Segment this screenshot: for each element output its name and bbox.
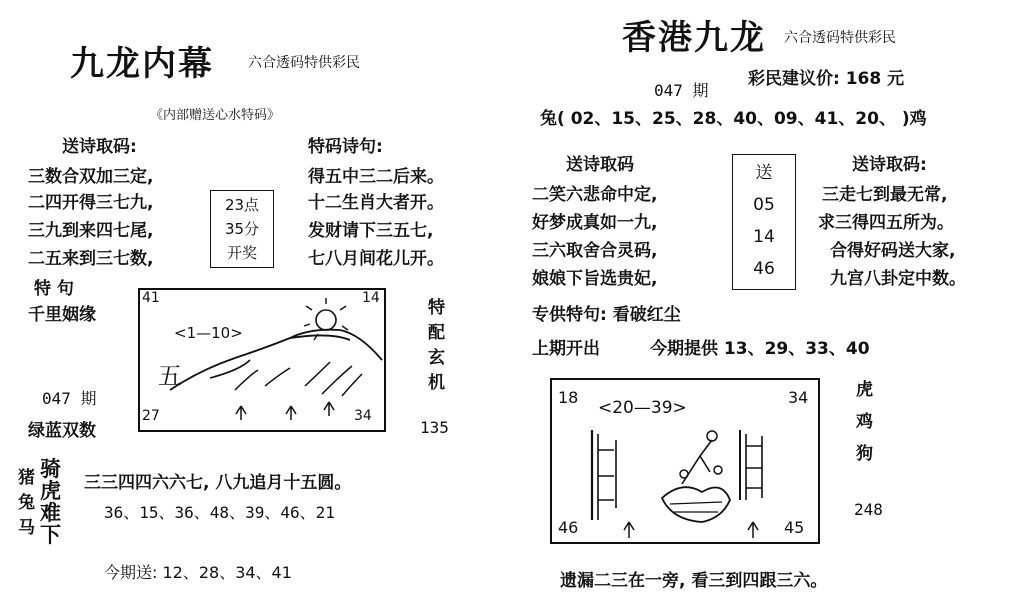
zodiac-char: 兔 [18,493,35,513]
right-bottom-line: 遗漏二三在一旁, 看三到四跟三六。 [560,571,828,591]
vert-char: 机 [428,373,445,393]
left-poem-b-line: 得五中三二后来。 [308,167,444,187]
right-issue: 047 期 [654,81,709,100]
send-number: 05 [753,195,775,215]
right-pic-range: <20—39> [598,398,687,418]
qi-char: 骑 [40,457,61,481]
right-poem-b-line: 合得好码送大家, [830,241,956,261]
right-title: 香港九龙 [622,18,766,58]
right-poem-b-line: 三走七到最无常, [822,185,948,205]
lan-lv: 绿蓝双数 [28,421,96,441]
send-number: 46 [753,259,775,279]
left-pic-corner-tr: 14 [362,290,380,306]
right-pic-corner-tl: 18 [558,388,579,407]
right-side-number: 248 [854,500,883,519]
left-poem-b-line: 七八月间花儿开。 [308,249,444,269]
vert-char: 配 [428,323,445,343]
left-pic-corner-tl: 41 [142,290,160,306]
right-poem-a-line: 三六取舍合灵码, [532,241,658,261]
right-zodiac-col [856,374,873,470]
right-poem-a-heading: 送诗取码 [566,155,634,175]
left-poem-a-heading: 送诗取码: [62,137,137,157]
right-subtitle: 六合透码特供彩民 [784,30,896,46]
te-ju-label: 特 句 [34,279,74,299]
left-issue: 047 期 [42,389,97,408]
right-poem-b-line: 九宫八卦定中数。 [830,269,966,289]
last-open-label: 上期开出 [532,339,600,359]
zodiac-char: 虎 [856,380,873,400]
vertical-right-text [428,296,445,396]
time-minute: 35分 [224,220,260,238]
left-picture-box [138,288,386,432]
zodiac-char: 鸡 [856,412,873,432]
right-price: 彩民建议价: 168 元 [748,69,905,89]
send-box [732,154,796,290]
qi-char: 虎 [40,479,61,503]
rabbit-line: 兔( 02、15、25、28、40、09、41、20、 )鸡 [540,109,927,129]
right-picture-box [550,378,820,544]
left-poem-a-line: 三九到来四七尾, [28,221,154,241]
vert-char: 玄 [428,348,445,368]
left-title: 九龙内幕 [70,44,214,84]
right-poem-b-heading: 送诗取码: [852,155,927,175]
qi-char: 下 [40,523,61,547]
right-pic-corner-bl: 46 [558,518,579,537]
left-zodiac-col [18,466,35,541]
right-poem-a-line: 二笑六悲命中定, [532,185,658,205]
te-ju-text: 千里姻缘 [28,305,96,325]
left-verse-line: 三三四四六六七, 八九追月十五圆。 [84,473,352,493]
zodiac-char: 狗 [856,444,873,464]
special-phrase: 专供特句: 看破红尘 [532,305,681,325]
left-pic-range: <1—10> [174,324,243,342]
qi-char: 难 [40,501,61,525]
time-hour: 23点 [224,196,260,214]
send-label: 送 [755,163,773,183]
qi-hu-nan-xia [40,458,61,546]
left-poem-b-line: 十二生肖大者开。 [308,193,444,213]
left-right-number: 135 [420,418,449,437]
left-numbers-line: 36、15、36、48、39、46、21 [104,503,335,522]
this-provide: 今期提供 13、29、33、40 [650,339,870,359]
right-poem-b-line: 求三得四五所为。 [818,213,954,233]
send-number: 14 [753,227,775,247]
left-pic-corner-bl: 27 [142,408,160,424]
right-poem-a-line: 娘娘下旨选贵妃, [532,269,658,289]
right-poem-a-line: 好梦成真如一九, [532,213,658,233]
left-poem-a-line: 三数合双加三定, [28,167,154,187]
right-pic-corner-br: 45 [784,518,805,537]
vert-char: 特 [428,298,445,318]
left-poem-b-line: 发财请下三五七, [308,221,434,241]
zodiac-char: 马 [18,518,35,538]
left-gift-note: 《内部赠送心水特码》 [150,108,281,123]
time-box [210,190,274,268]
left-pic-char: 五 [158,362,182,390]
today-send: 今期送: 12、28、34、41 [104,563,292,582]
left-poem-b-heading: 特码诗句: [308,137,383,157]
left-subtitle: 六合透码特供彩民 [248,55,360,71]
left-pic-corner-br: 34 [354,408,372,424]
time-label: 开奖 [226,244,257,262]
left-poem-a-line: 二四开得三七九, [28,193,154,213]
left-poem-a-line: 二五来到三七数, [28,249,154,269]
right-pic-corner-tr: 34 [788,388,809,407]
zodiac-char: 猪 [18,468,35,488]
